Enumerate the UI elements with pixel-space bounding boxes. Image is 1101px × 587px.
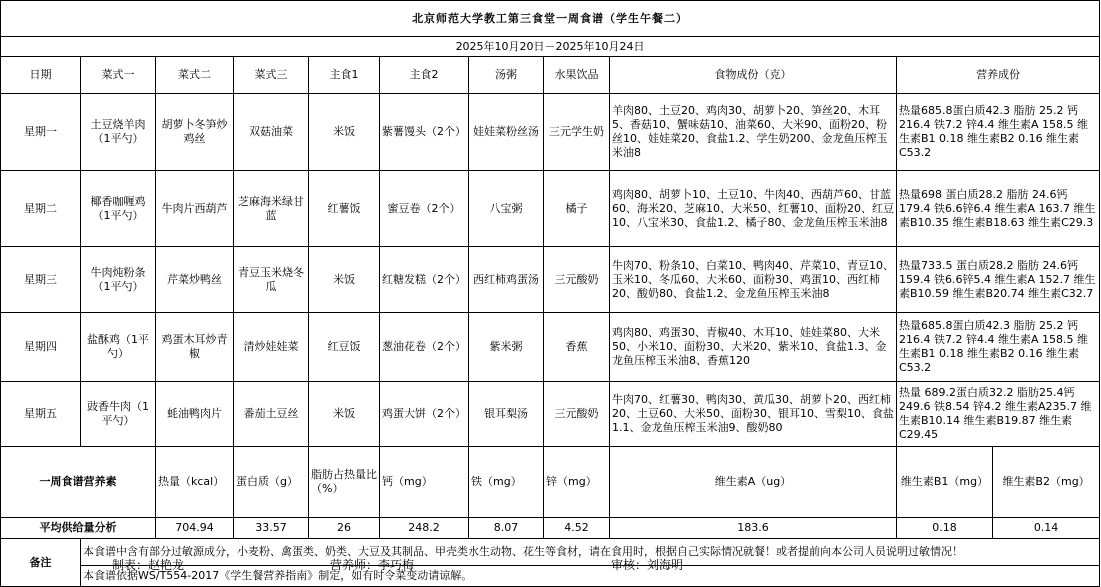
date-row: [1, 37, 1100, 57]
fruit-cell: 三元酸奶: [544, 247, 610, 313]
avg-value: 248.2: [380, 518, 469, 539]
header-soup: 汤粥: [469, 57, 544, 94]
day-cell: 星期五: [1, 382, 81, 447]
dish3-cell: 双菇油菜: [234, 94, 309, 171]
nutrient-header: 铁（mg）: [469, 447, 544, 518]
dish3-cell: 清炒娃娃菜: [234, 313, 309, 382]
nutrient-header: 钙（mg）: [380, 447, 469, 518]
page-title: 北京师范大学教工第三食堂一周食谱（学生午餐二）: [1, 1, 1100, 37]
avg-value: 26: [309, 518, 380, 539]
header-ingredients: 食物成份（克）: [610, 57, 897, 94]
fruit-cell: 橘子: [544, 171, 610, 247]
ingredients-cell: 牛肉70、红薯30、鸭肉30、黄瓜30、胡萝卜20、西红柿20、土豆60、大米50、面粉30、银耳10、雪梨10、食盐1.1、金龙鱼压榨玉米油9、酸奶80: [610, 382, 897, 447]
remark-line: 本食谱中含有部分过敏源成分，小麦粉、禽蛋类、奶类、大豆及其制品、甲壳类水生动物、花生等食材，请在食用时，根据自己实际情况就餐！或者提前向本公司人员说明过敏情况！: [81, 539, 1100, 566]
header-dish2: 菜式二: [156, 57, 234, 94]
soup-cell: 八宝粥: [469, 171, 544, 247]
avg-value: 33.57: [234, 518, 309, 539]
header-dish3: 菜式三: [234, 57, 309, 94]
nutrition-cell: 热量685.8蛋白质42.3 脂肪 25.2 钙216.4 铁7.2 锌4.4 维生素A 158.5 维生素B1 0.18 维生素B2 0.16 维生素C53.2: [897, 313, 1100, 382]
nutrition-cell: 热量685.8蛋白质42.3 脂肪 25.2 钙216.4 铁7.2 锌4.4 维生素A 158.5 维生素B1 0.18 维生素B2 0.16 维生素C53.2: [897, 94, 1100, 171]
staple2-cell: 葱油花卷（2个）: [380, 313, 469, 382]
header-date: 日期: [1, 57, 81, 94]
nutrition-cell: 热量 689.2蛋白质32.2 脂肪25.4钙249.6 铁8.54 锌4.2 维生素A235.7 维生素B10.14 维生素B19.87 维生素C29.45: [897, 382, 1100, 447]
avg-value: 183.6: [610, 518, 897, 539]
maker-label: 制表：赵艳龙: [112, 558, 185, 572]
staple2-cell: 紫薯馒头（2个）: [380, 94, 469, 171]
dish1-cell: 牛肉炖粉条（1平勺）: [81, 247, 156, 313]
weekly-label: 一周食谱营养素: [1, 447, 156, 518]
header-fruit: 水果饮品: [544, 57, 610, 94]
soup-cell: 娃娃菜粉丝汤: [469, 94, 544, 171]
staple2-cell: 红糖发糕（2个）: [380, 247, 469, 313]
dish1-cell: 椰香咖喱鸡（1平勺）: [81, 171, 156, 247]
table-row: [1, 313, 1100, 382]
ingredients-cell: 鸡肉80、胡萝卜10、土豆10、牛肉40、西葫芦60、甘蓝60、海米20、芝麻10、大米50、红薯10、面粉20、红豆10、八宝米30、食盐1.2、橘子80、金龙鱼压榨玉米油8: [610, 171, 897, 247]
nutrition-cell: 热量698 蛋白质28.2 脂肪 24.6钙179.4 铁6.6锌6.4 维生素A 163.7 维生素B10.35 维生素B18.63 维生素C29.3: [897, 171, 1100, 247]
fruit-cell: 三元学生奶: [544, 94, 610, 171]
nutrient-header: 维生素B2（mg）: [993, 447, 1100, 518]
dish2-cell: 芹菜炒鸭丝: [156, 247, 234, 313]
signature-footer: [0, 555, 1099, 575]
fruit-cell: 三元酸奶: [544, 382, 610, 447]
avg-label: 平均供给量分析: [1, 518, 156, 539]
nutrient-header: 脂肪占热量比（%）: [309, 447, 380, 518]
table-row: [1, 247, 1100, 313]
nutrition-cell: 热量733.5 蛋白质28.2 脂肪 24.6钙159.4 铁6.6锌5.4 维生素A 152.7 维生素B10.59 维生素B20.74 维生素C32.7: [897, 247, 1100, 313]
reviewer-label: 审核：刘海明: [611, 558, 684, 572]
day-cell: 星期一: [1, 94, 81, 171]
staple1-cell: 红薯饭: [309, 171, 380, 247]
title-row: [1, 1, 1100, 37]
nutrient-header: 维生素B1（mg）: [897, 447, 993, 518]
table-row: [1, 94, 1100, 171]
day-cell: 星期三: [1, 247, 81, 313]
nutrient-header: 蛋白质（g）: [234, 447, 309, 518]
dish1-cell: 土豆烧羊肉（1平勺）: [81, 94, 156, 171]
staple1-cell: 米饭: [309, 94, 380, 171]
staple1-cell: 米饭: [309, 382, 380, 447]
remark-line: 本食谱依据WS/T554-2017《学生餐营养指南》制定，如有时令菜变动请谅解。: [81, 566, 1100, 587]
avg-value: 4.52: [544, 518, 610, 539]
ingredients-cell: 牛肉70、粉条10、白菜10、鸭肉40、芹菜10、青豆10、玉米10、冬瓜60、大米60、面粉30、鸡蛋10、西红柿20、酸奶80、食盐1.2、金龙鱼压榨玉米油8: [610, 247, 897, 313]
fruit-cell: 香蕉: [544, 313, 610, 382]
avg-value: 8.07: [469, 518, 544, 539]
header-row: [1, 57, 1100, 94]
nutrient-header: 锌（mg）: [544, 447, 610, 518]
avg-value: 0.14: [993, 518, 1100, 539]
dish3-cell: 芝麻海米绿甘蓝: [234, 171, 309, 247]
dish2-cell: 蚝油鸭肉片: [156, 382, 234, 447]
ingredients-cell: 羊肉80、土豆20、鸡肉30、胡萝卜20、笋丝20、木耳5、香菇10、蟹味菇10、油菜60、大米90、面粉20、粉丝10、娃娃菜20、食盐1.2、学生奶200、金龙鱼压榨玉米油8: [610, 94, 897, 171]
soup-cell: 银耳梨汤: [469, 382, 544, 447]
avg-value: 704.94: [156, 518, 234, 539]
staple2-cell: 蜜豆卷（2个）: [380, 171, 469, 247]
staple1-cell: 米饭: [309, 247, 380, 313]
avg-value: 0.18: [897, 518, 993, 539]
soup-cell: 西红柿鸡蛋汤: [469, 247, 544, 313]
dish1-cell: 盐酥鸡（1平勺）: [81, 313, 156, 382]
average-row: [1, 518, 1100, 539]
nutrient-header-row: [1, 447, 1100, 518]
table-row: [1, 171, 1100, 247]
dish3-cell: 青豆玉米烧冬瓜: [234, 247, 309, 313]
day-cell: 星期四: [1, 313, 81, 382]
table-row: [1, 382, 1100, 447]
soup-cell: 紫米粥: [469, 313, 544, 382]
header-dish1: 菜式一: [81, 57, 156, 94]
nutrient-header: 热量（kcal）: [156, 447, 234, 518]
staple2-cell: 鸡蛋大饼（2个）: [380, 382, 469, 447]
date-range: 2025年10月20日－2025年10月24日: [1, 37, 1100, 57]
ingredients-cell: 鸡肉80、鸡蛋30、青椒40、木耳10、娃娃菜80、大米50、小米10、面粉30、大米20、紫米10、食盐1.3、金龙鱼压榨玉米油8、香蕉120: [610, 313, 897, 382]
dish3-cell: 番茄土豆丝: [234, 382, 309, 447]
staple1-cell: 红豆饭: [309, 313, 380, 382]
dietitian-label: 营养师：李巧梅: [330, 558, 415, 572]
dish2-cell: 胡萝卜冬笋炒鸡丝: [156, 94, 234, 171]
day-cell: 星期二: [1, 171, 81, 247]
header-staple2: 主食2: [380, 57, 469, 94]
header-staple1: 主食1: [309, 57, 380, 94]
dish2-cell: 牛肉片西葫芦: [156, 171, 234, 247]
dish1-cell: 豉香牛肉（1平勺）: [81, 382, 156, 447]
dish2-cell: 鸡蛋木耳炒青椒: [156, 313, 234, 382]
nutrient-header: 维生素A（ug）: [610, 447, 897, 518]
remark-label: 备注: [1, 539, 81, 587]
header-nutrition: 营养成份: [897, 57, 1100, 94]
